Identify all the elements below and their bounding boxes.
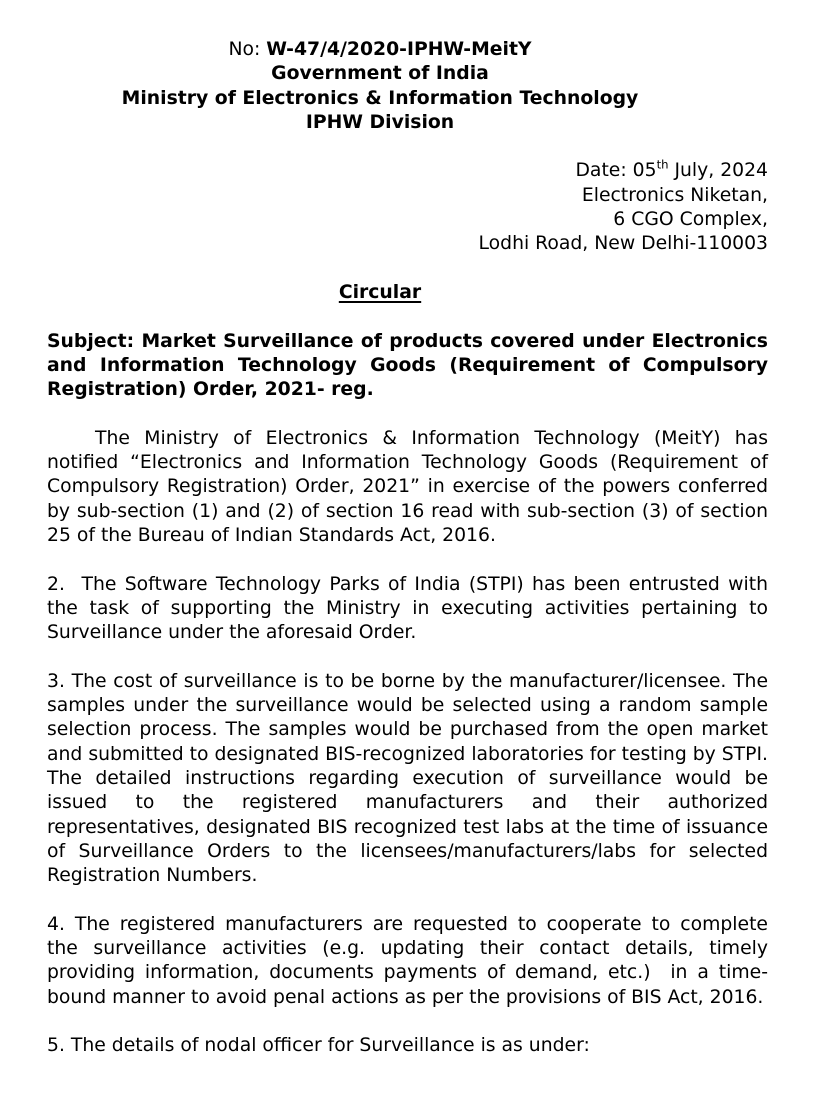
paragraph-3-cost: 3. The cost of surveillance is to be borne by the manufacturer/licensee. The samples under the surveillance would be selected using a random sample selection process. The samples would be purchased from the open market and submitted to designated BIS-recognized laboratories for testing by STPI. The detailed instructions regarding execution of surveillance would be issued to the registered manufacturers and their authorized representatives, designated BIS recognized test labs at the time of issuance of Surveillance Orders to the licensees/manufacturers/labs for selected Registration Numbers. [47,670,774,887]
paragraph-intro: The Ministry of Electronics & Information Technology (MeitY) has notified “Electronics and Information Technology Goods (Requirement of Compulsory Registration) Order, 2021” in exercise of the powers conferred by sub-section (1) and (2) of section 16 read with sub-section (3) of section 25 of the Bureau of Indian Standards Act, 2016. [47,427,774,546]
date-address-block [47,159,768,256]
date-prefix: Date: 05 [575,160,657,182]
address-line-complex: 6 CGO Complex, [613,209,768,231]
org-line-division: IPHW Division [305,111,455,133]
address-line-city: Lodhi Road, New Delhi-110003 [478,233,768,255]
date-ordinal-superscript: th [656,158,669,173]
address-line-building: Electronics Niketan, [581,184,768,206]
paragraph-2-stpi: 2. The Software Technology Parks of India (STPI) has been entrusted with the task of supporting the Ministry in executing activities pertaining to Surveillance under the aforesaid Order. [47,573,774,644]
reference-number-label: No: [228,39,267,60]
org-line-ministry: Ministry of Electronics & Information Technology [121,87,639,109]
org-line-government: Government of India [271,63,489,85]
paragraph-4-cooperation: 4. The registered manufacturers are requested to cooperate to complete the surveillance activities (e.g. updating their contact details, timely providing information, documents payments of demand, etc.) in a time-bound manner to avoid penal actions as per the provisions of BIS Act, 2016. [47,913,774,1008]
date-line [47,159,768,183]
circular-document-page [47,38,775,1058]
letterhead [47,38,713,135]
reference-number-line [47,38,713,62]
heading-row [47,281,713,305]
paragraph-5-nodal-officer: 5. The details of nodal officer for Surveillance is as under: [47,1035,590,1057]
date-suffix: July, 2024 [668,160,768,182]
reference-number: W-47/4/2020-IPHW-MeitY [266,39,532,60]
document-heading: Circular [338,281,422,303]
subject-line: Subject: Market Surveillance of products covered under Electronics and Information Technology Goods (Requirement of Compulsory Registration) Order, 2021- reg. [47,330,775,401]
